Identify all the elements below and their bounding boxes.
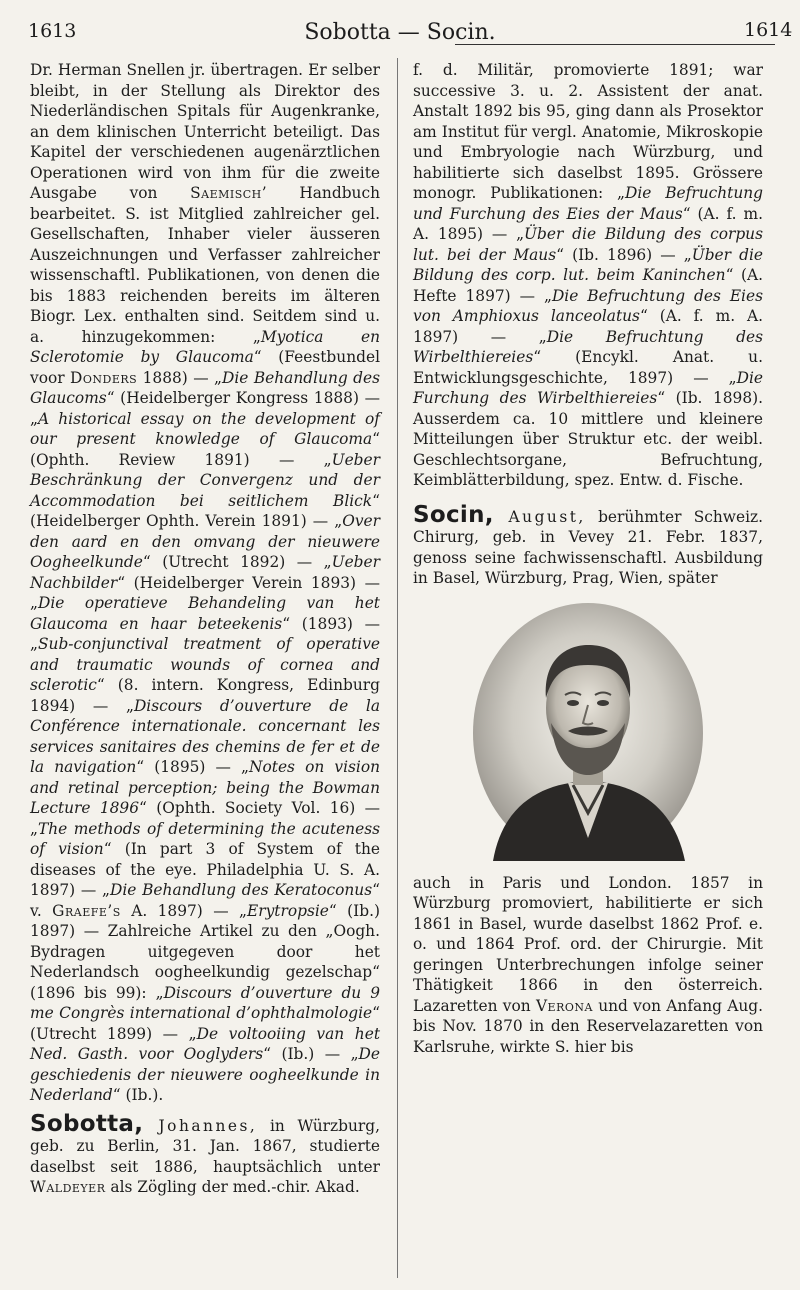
portrait-engraving	[473, 603, 703, 861]
page-number-right: 1614	[744, 19, 793, 41]
page-header	[0, 0, 800, 60]
sobotta-entry: Sobotta, Johannes, in Würzburg, geb. zu Berlin, 31. Jan. 1867, studierte daselbst seit 1886, hauptsächlich unter Waldeyer als Zögling der med.-chir. Akad.	[30, 1110, 381, 1196]
entry-headword-sobotta: Sobotta,	[30, 1110, 144, 1137]
entry-headword-socin: Socin,	[413, 501, 494, 528]
snellen-entry-continuation: Dr. Herman Snellen jr. übertragen. Er selber bleibt, in der Stellung als Direktor des Niederländischen Spitals für Augenkranke, an dem klinischen Unterricht beteiligt. Das Kapitel der verschiedenen augenärztlichen Operationen wird von ihm für die zweite Ausgabe von Saemisch’ Handbuch bearbeitet. S. ist Mitglied zahlreicher gel. Gesellschaften, Inhaber vieler äusseren Auszeichnungen und Verfasser zahlreicher wissenschaftl. Publikationen, von denen die bis 1883 reichenden bereits im älteren Biogr. Lex. enthalten sind. Seitdem sind u. a. hinzugekommen: „Myotica en Sclerotomie by Glaucoma“ (Feestbundel voor Donders 1888) — „Die Behandlung des Glaucoms“ (Heidelberger Kongress 1888) — „A historical essay on the development of our present knowledge of Glaucoma“ (Ophth. Review 1891) — „Ueber Beschränkung der Convergenz und der Accommodation bei seitlichem Blick“ (Heidelberger Ophth. Verein 1891) — „Over den aard en den omvang der nieuwere Oogheelkunde“ (Utrecht 1892) — „Ueber Nachbilder“ (Heidelberger Verein 1893) — „Die operatieve Behandeling van het Glaucoma en haar beteekenis“ (1893) — „Sub-conjunctival treatment of operative and traumatic wounds of cornea and sclerotic“ (8. intern. Kongress, Edinburg 1894) — „Discours d’ouverture de la Conférence internationale. concernant les services sanitaires des chemins de fer et de la navigation“ (1895) — „Notes on vision and retinal perception; being the Bowman Lecture 1896“ (Ophth. Society Vol. 16) — „The methods of determining the acuteness of vision“ (In part 3 of System of the diseases of the eye. Philadelphia U. S. A. 1897) — „Die Behandlung des Keratoconus“ v. Graefe’s A. 1897) — „Erytropsie“ (Ib.) 1897) — Zahlreiche Artikel zu den „Oogh. Bydragen uitgegeven door het Nederlandsch oogheelkundig gezelschap“ (1896 bis 99): „Discours d’ouverture du 9 me Congrès international d’ophthalmologie“ (Utrecht 1899) — „De voltooiing van het Ned. Gasth. voor Ooglyders“ (Ib.) — „De geschiedenis der nieuwere oogheelkunde in Nederland“ (Ib.).	[30, 61, 381, 1104]
socin-entry-continuation: auch in Paris und London. 1857 in Würzburg promoviert, habilitierte er sich 1861 in Basel, wurde daselbst 1862 Prof. e. o. und 1864 Prof. ord. der Chirurgie. Mit geringen Unterbrechungen infolge seiner Thätigkeit 1866 in den österreich. Lazaretten von Verona und von Anfang Aug. bis Nov. 1870 in den Reservelazaretten von Karlsruhe, wirkte S. hier bis	[413, 873, 763, 1056]
running-title: Sobotta — Socin.	[304, 20, 496, 45]
header-rule	[455, 44, 775, 45]
left-column	[30, 60, 380, 1198]
right-column	[413, 60, 763, 1057]
sobotta-entry-continuation: f. d. Militär, promovierte 1891; war successive 3. u. 2. Assistent der anat. Anstalt 1892 bis 95, ging dann als Prosektor am Institut für vergl. Anatomie, Mikroskopie und Embryologie nach Würzburg, und habilitierte sich daselbst 1895. Grössere monogr. Publikationen: „Die Befruchtung und Furchung des Eies der Maus“ (A. f. m. A. 1895) — „Über die Bildung des corpus lut. bei der Maus“ (Ib. 1896) — „Über die Bildung des corp. lut. beim Kaninchen“ (A. Hefte 1897) — „Die Befruchtung des Eies von Amphioxus lanceolatus“ (A. f. m. A. 1897) — „Die Befruchtung des Wirbelthiereies“ (Encykl. Anat. u. Entwicklungsgeschichte, 1897) — „Die Furchung des Wirbelthiereies“ (Ib. 1898). Ausserdem ca. 10 mittlere und kleinere Mitteilungen über Struktur etc. der weibl. Geschlechtsorgane, Befruchtung, Keimblätterbildung, spez. Entw. d. Fische.	[413, 61, 764, 489]
column-divider	[397, 58, 398, 1278]
page-number-left: 1613	[28, 20, 77, 42]
socin-entry: Socin, August, berühmter Schweiz. Chirurg, geb. in Vevey 21. Febr. 1837, genoss seine fachwissenschaftl. Ausbildung in Basel, Würzburg, Prag, Wien, später	[413, 501, 763, 587]
